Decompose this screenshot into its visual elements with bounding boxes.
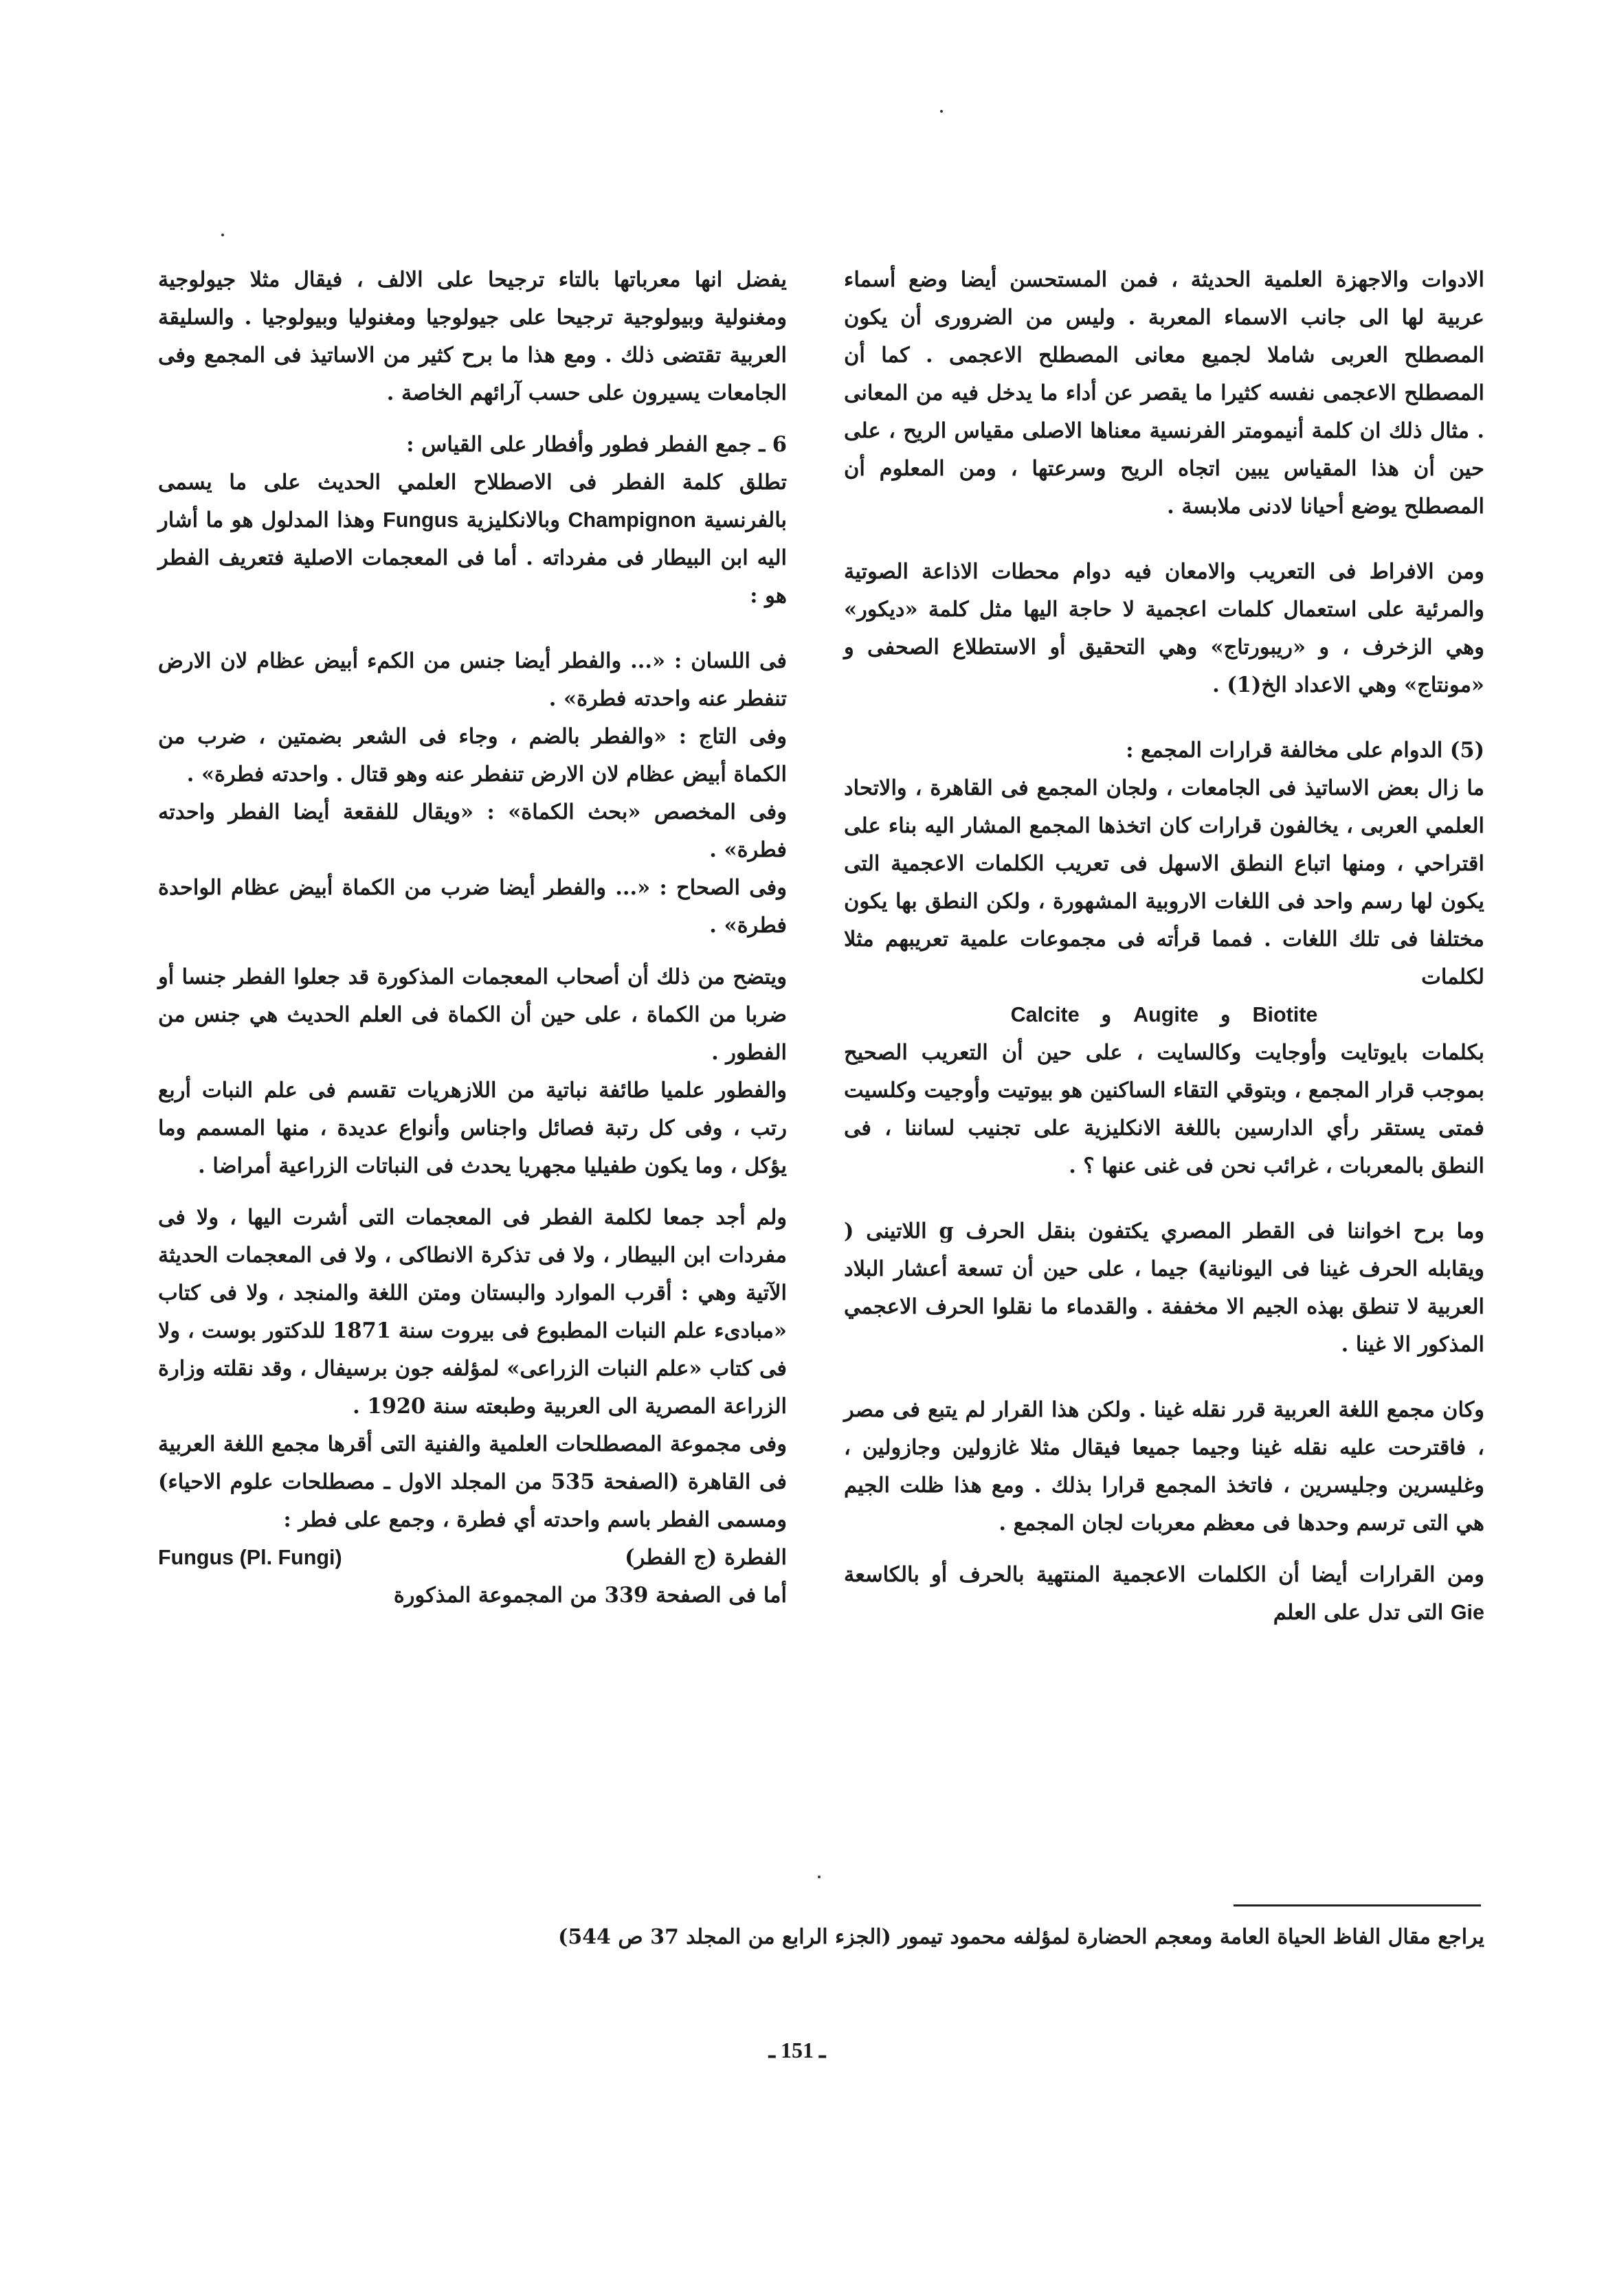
left-column	[158, 261, 787, 1614]
paragraph: وما برح اخواننا فى القطر المصري يكتفون بنقل الحرف g اللاتينى ( ويقابله الحرف غينا فى اليونانية) جيما ، على حين أن تسعة أعشار البلاد العربية لا تنطق بهذه الجيم الا مخففة . والقدماء ما نقلوا الحرف الاعجمي المذكور الا غينا .	[844, 1219, 1484, 1357]
paragraph-text: ومن القرارات أيضا أن الكلمات الاعجمية المنتهية بالحرف أو بالكاسعة	[844, 1562, 1484, 1587]
term-augite: Augite	[1133, 1003, 1199, 1026]
paragraph-text: وهذا المدلول هو ما أشار اليه ابن	[158, 508, 787, 570]
paragraph: الادوات والاجهزة العلمية الحديثة ، فمن المستحسن أيضا وضع أسماء عربية لها الى جانب الاسماء المعربة . وليس من الضرورى أن يكون المصطلح العربى شاملا لجميع معانى المصطلح الاعجمى . كما أن المصطلح الاعجمى نفسه كثيرا ما يقصر عن أداء ما يدخل فيه من المعانى . مثال ذلك ان كلمة أنيمومتر الفرنسية معناها الاصلى مقياس الريح ، على حين أن هذا المقياس يبين اتجاه الريح وسرعتها ، ومن المعلوم أن المصطلح يوضع أحيانا لادنى ملابسة .	[844, 267, 1484, 519]
term-line	[158, 1539, 787, 1577]
paragraph: يفضل انها معرباتها بالتاء ترجيحا على الالف ، فيقال مثلا جيولوجية ومغنولية وبيولوجية ترجيحا على جيولوجيا ومغنوليا وبيولوجيا . والسليقة العربية تقتضى ذلك . ومع هذا ما برح كثير من الاساتيذ فى المجمع وفى الجامعات يسيرون على حسب آرائهم الخاصة .	[158, 267, 787, 405]
footnote-divider	[1234, 1904, 1481, 1906]
paragraph	[158, 464, 787, 615]
footnote: يراجع مقال الفاظ الحياة العامة ومعجم الحضارة لمؤلفه محمود تيمور (الجزء الرابع من المجلد 37 ص 544)	[558, 1925, 1484, 1949]
paragraph: ولم أجد جمعا لكلمة الفطر فى المعجمات التى أشرت اليها ، ولا فى مفردات ابن البيطار ، ولا فى تذكرة الانطاكى ، ولا فى المعجمات الحديثة الآتية وهي : أقرب الموارد والبستان ومتن اللغة والمنجد ، ولا فى كتاب «مبادىء علم النبات المطبوع فى بيروت سنة 1871 للدكتور بوست ، ولا فى كتاب «علم النبات الزراعى» لمؤلفه جون برسيفال ، وقد نقلته وزارة الزراعة المصرية الى العربية وطبعته سنة 1920 .	[158, 1205, 787, 1419]
paragraph-text: وبالانكليزية	[466, 508, 560, 532]
term-fungi: Fungus (Pl. Fungi)	[158, 1546, 342, 1569]
term-biotite: Biotite	[1252, 1003, 1318, 1026]
paragraph	[844, 1556, 1484, 1632]
scan-speck	[221, 234, 224, 236]
paragraph: وكان مجمع اللغة العربية قرر نقله غينا . ولكن هذا القرار لم يتبع فى مصر ، فاقترحت عليه نقله غينا وجيما جميعا فيقال مثلا غازولين وجازولين ، وغليسرين وجليسرين ، فاتخذ المجمع قرارا بذلك . ومع هذا ظلت الجيم هي التى ترسم وحدها فى معظم معربات لجان المجمع .	[844, 1397, 1484, 1535]
scan-speck	[818, 1876, 821, 1878]
conjunction: و	[1220, 1002, 1231, 1027]
paragraph: أما فى الصفحة 339 من المجموعة المذكورة	[393, 1583, 787, 1608]
conjunction: و	[1101, 1002, 1112, 1027]
quote-mukhassas: وفى المخصص «بحث الكماة» : «ويقال للفقعة أيضا الفطر واحدته فطرة» .	[158, 800, 787, 862]
term-arabic: الفطرة (ج الفطر)	[625, 1545, 787, 1570]
paragraph-text: التى تدل على العلم	[1273, 1600, 1444, 1625]
scan-speck	[940, 110, 943, 113]
term-champignon: Champignon	[568, 508, 696, 532]
paragraph-text: تطلق كلمة الفطر فى الاصطلاح العلمي الحديث على ما يسمى بالفرنسية	[158, 470, 787, 532]
right-column	[844, 261, 1484, 1632]
paragraph: وفى مجموعة المصطلحات العلمية والفنية التى أقرها مجمع اللغة العربية فى القاهرة (الصفحة 535 من المجلد الاول ـ مصطلحات علوم الاحياء) ومسمى الفطر باسم واحدته أي فطرة ، وجمع على فطر :	[158, 1432, 787, 1532]
paragraph: ومن الافراط فى التعريب والامعان فيه دوام محطات الاذاعة الصوتية والمرئية على استعمال كلمات اعجمية لا حاجة اليها مثل كلمة «ديكور» وهي الزخرف ، و «ريبورتاج» وهي التحقيق أو الاستطلاع الصحفى و «مونتاج» وهي الاعداد الخ(1) .	[844, 559, 1484, 697]
section-heading: 6 ـ جمع الفطر فطور وأفطار على القياس :	[406, 432, 787, 457]
paragraph: والفطور علميا طائفة نباتية من اللازهريات تقسم فى علم النبات أربع رتب ، وفى كل رتبة فصائل واجناس وأنواع عديدة ، منها المسمم وما يؤكل ، وما يكون طفيليا مجهريا يحدث فى النباتات الزراعية أمراضا .	[158, 1078, 787, 1178]
paragraph: ما زال بعض الاساتيذ فى الجامعات ، ولجان المجمع فى القاهرة ، والاتحاد العلمي العربى ، يخالفون قرارات كان اتخذها المجمع المشار اليه بناء على اقتراحي ، ومنها اتباع النطق الاسهل فى تعريب الكلمات الاعجمية التى يكون لها رسم واحد فى اللغات الاروبية المشهورة ، ولكن النطق بها يكون مختلفا فى تلك اللغات . فمما قرأته فى مجموعات علمية تعريبهم مثلا لكلمات	[844, 776, 1484, 989]
term-calcite: Calcite	[1010, 1003, 1080, 1026]
page-number: ـ 151 ـ	[768, 2038, 826, 2062]
quote-sihah: وفى الصحاح : «... والفطر أيضا ضرب من الكماة أبيض عظام الواحدة فطرة» .	[158, 875, 787, 938]
paragraph: بكلمات بايوتايت وأوجايت وكالسايت ، على حين أن التعريب الصحيح بموجب قرار المجمع ، وبتوقي التقاء الساكنين هو بيوتيت وأوجيت وكلسيت فمتى يستقر رأي الدارسين باللغة الانكليزية على تجنيب لساننا ، فى النطق بالمعربات ، غرائب نحن فى غنى عنها ؟ .	[844, 1040, 1484, 1178]
paragraph-text: البيطار فى مفرداته . أما فى المعجمات الاصلية فتعريف الفطر هو :	[158, 545, 787, 608]
latin-terms-line	[844, 996, 1484, 1034]
quote-lisan: فى اللسان : «... والفطر أيضا جنس من الكمء أبيض عظام لان الارض تنفطر عنه واحدته فطرة» .	[158, 649, 787, 711]
term-fungus: Fungus	[383, 508, 459, 532]
term-gie: Gie	[1450, 1601, 1484, 1624]
section-heading: (5) الدوام على مخالفة قرارات المجمع :	[1126, 738, 1484, 763]
quote-taj: وفى التاج : «والفطر بالضم ، وجاء فى الشعر بضمتين ، ضرب من الكماة أبيض عظام لان الارض تنفطر عنه وهو قتال . واحدته فطرة» .	[158, 724, 787, 787]
paragraph: ويتضح من ذلك أن أصحاب المعجمات المذكورة قد جعلوا الفطر جنسا أو ضربا من الكماة ، على حين أن الكماة فى العلم الحديث هي جنس من الفطور .	[158, 965, 787, 1065]
